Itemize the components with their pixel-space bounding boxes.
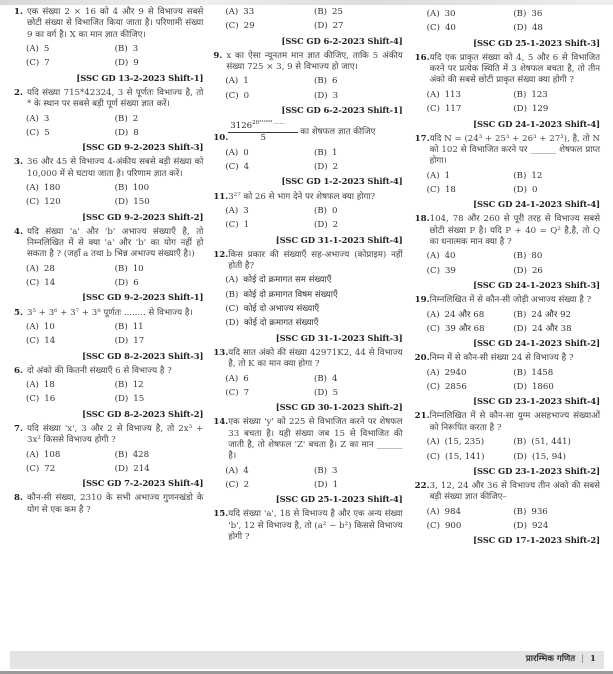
question-number: 7. — [14, 423, 23, 434]
options — [415, 90, 600, 116]
options — [213, 466, 402, 492]
options — [14, 380, 203, 406]
question-number: 21. — [414, 411, 430, 422]
options — [14, 322, 203, 348]
question-text: निम्नलिखित में से कौन-सा युग्म असहभाज्य संख्याओं को निरूपित करता है ? — [429, 411, 600, 433]
question-page — [14, 7, 600, 619]
question-text: यदि संख्या 'a', 18 से विभाज्य है और एक अन्य संख्या 'b', 12 से विभाज्य है, तो (a² − b²) किससे विभाज्य होगी ? — [228, 509, 403, 543]
question-text: 3, 12, 24 और 36 से विभाज्य तीन अंको की सबसे बड़ी संख्या ज्ञात कीजिए– — [429, 480, 600, 503]
option-b: (B) 123 — [513, 89, 548, 100]
question-number: 1. — [14, 7, 23, 17]
options — [213, 7, 402, 33]
option-d: (D) 24 और 38 — [513, 323, 572, 334]
question-7 — [14, 424, 203, 489]
question-number: 15. — [213, 509, 229, 520]
option-a: (A) 1 — [225, 76, 249, 87]
question-number: 10. — [213, 133, 229, 144]
question-number: 8. — [14, 493, 23, 504]
question-text: का शेषफल ज्ञात कीजिए — [300, 126, 376, 137]
numerator-exponent: 20²¹²²²³ ...... — [252, 120, 285, 127]
question-number: 20. — [414, 353, 430, 364]
options — [415, 171, 600, 197]
question-text: यदि एक प्राकृत संख्या को 4, 5 और 6 से विभाजित करने पर प्रत्येक स्थिति में 3 शेषफल बचता है, तो तीन अंको की सबसे छोटी प्राकृत संख्या क्या होगी ? — [429, 52, 600, 86]
option-d: (D) 150 — [114, 197, 150, 208]
footer-separator: | — [581, 654, 585, 665]
option-a: (A) 28 — [26, 263, 55, 274]
options — [415, 437, 600, 463]
option-d: (D) 27 — [313, 21, 344, 32]
option-d: (D) कोई दो क्रमागत संख्याएँ — [225, 318, 319, 329]
option-d: (D) 0 — [513, 184, 538, 195]
column-2 — [213, 7, 402, 619]
option-d: (D) 1860 — [513, 382, 554, 393]
column-3 — [415, 7, 600, 619]
options — [213, 275, 402, 329]
question-12 — [213, 250, 402, 344]
option-b: (B) 100 — [114, 182, 150, 193]
question-16 — [415, 53, 600, 130]
question-text: दो अंको की कितनी संख्याएँ 6 से विभाज्य है ? — [27, 365, 172, 376]
option-b: (B) 10 — [114, 263, 144, 274]
question-19 — [415, 295, 600, 349]
question-text: 3²⁷ को 26 से भाग देने पर शेषफल क्या होगा? — [228, 191, 376, 202]
option-c: (C) 18 — [426, 184, 456, 195]
option-d: (D) 48 — [513, 23, 543, 34]
option-d: (D) 8 — [114, 127, 139, 138]
option-b: (B) 2 — [114, 113, 139, 124]
option-b: (B) 24 और 92 — [513, 309, 571, 320]
question-number: 17. — [414, 133, 430, 144]
option-d: (D) 2 — [313, 220, 339, 231]
question-20 — [415, 353, 600, 407]
page-footer — [10, 651, 604, 669]
option-c: (C) 2 — [225, 480, 250, 491]
option-c: (C) 39 और 68 — [426, 323, 485, 334]
numerator-base: 3126 — [230, 121, 253, 132]
option-a: (A) 4 — [225, 465, 249, 476]
option-d: (D) 924 — [513, 520, 549, 531]
options — [213, 206, 402, 232]
question-21 — [415, 411, 600, 476]
option-b: (B) 0 — [313, 205, 338, 216]
option-b: (B) 36 — [513, 9, 543, 19]
option-a: (A) 0 — [225, 147, 249, 158]
option-c: (C) 7 — [225, 387, 250, 398]
question-text: निम्नलिखित में से कौन-सी जोड़ी अभाज्य संख्या है ? — [429, 295, 592, 306]
option-a: (A) 30 — [426, 9, 456, 19]
question-number: 13. — [213, 347, 229, 358]
option-b: (B) कोई दो क्रमागत विषम संख्याएँ — [225, 289, 338, 300]
column-1 — [14, 7, 203, 619]
options — [14, 114, 203, 140]
option-a: (A) 3 — [26, 113, 50, 124]
option-c: (C) 117 — [426, 104, 462, 115]
option-b: (B) 3 — [114, 44, 139, 55]
option-a: (A) 1 — [426, 170, 451, 181]
options — [213, 76, 402, 102]
question-text: यदि संख्या 'x', 3 और 2 से विभाज्य है, तो 2x³ + 3x² किससे विभाज्य होगी ? — [27, 423, 204, 446]
question-8-options — [213, 7, 402, 47]
exam-source: [SSC GD 23-1-2023 Shift-4] — [473, 396, 600, 407]
option-a: (A) 5 — [26, 44, 50, 55]
option-d: (D) (15, 94) — [513, 451, 566, 462]
option-a: (A) 40 — [426, 251, 456, 262]
question-number: 14. — [213, 417, 229, 428]
option-a: (A) 10 — [26, 321, 55, 332]
exam-source: [SSC GD 25-1-2023 Shift-3] — [473, 37, 600, 48]
question-text: निम्न में से कौन-सी संख्या 24 से विभाज्य है ? — [429, 353, 574, 364]
option-a: (A) 113 — [426, 89, 461, 100]
question-number: 9. — [213, 50, 223, 61]
subject-title: प्रारम्भिक गणित — [525, 654, 576, 665]
option-c: (C) 72 — [26, 463, 56, 474]
question-14 — [213, 417, 402, 505]
option-a: (A) 6 — [225, 373, 249, 384]
option-d: (D) 17 — [114, 336, 145, 347]
option-c: (C) 2856 — [426, 382, 467, 393]
exam-source: [SSC GD 6-2-2023 Shift-1] — [281, 105, 403, 116]
question-number: 11. — [213, 191, 229, 202]
question-6 — [14, 366, 203, 420]
option-c: (C) 40 — [426, 23, 456, 34]
question-22 — [415, 481, 600, 546]
exam-source: [SSC GD 24-1-2023 Shift-4] — [473, 118, 600, 129]
exam-source: [SSC GD 30-1-2023 Shift-2] — [275, 402, 403, 413]
option-b: (B) 428 — [114, 449, 150, 460]
option-b: (B) 12 — [114, 380, 144, 391]
option-d: (D) 2 — [313, 162, 339, 173]
option-b: (B) 936 — [513, 506, 548, 517]
exam-source: [SSC GD 23-1-2023 Shift-2] — [473, 465, 600, 476]
question-text: किस प्रकार की संख्याएँ सह-अभाज्य (कोप्राइम) नहीं होती है? — [228, 249, 403, 272]
option-b: (B) 25 — [313, 7, 343, 17]
question-number: 16. — [414, 52, 430, 63]
option-d: (D) 1 — [313, 480, 339, 491]
option-c: (C) 14 — [26, 336, 56, 347]
exam-source: [SSC GD 31-1-2023 Shift-3] — [275, 332, 403, 343]
question-8 — [14, 493, 203, 516]
option-c: (C) 39 — [426, 265, 456, 276]
question-number: 5. — [14, 307, 23, 318]
question-number: 22. — [414, 480, 430, 491]
option-c: (C) 5 — [26, 127, 50, 138]
page-number: 1 — [590, 654, 596, 665]
option-c: (C) 29 — [225, 21, 255, 32]
options — [415, 368, 600, 394]
option-b: (B) (51, 441) — [513, 437, 571, 448]
exam-source: [SSC GD 24-1-2023 Shift-2] — [473, 338, 600, 349]
options — [415, 310, 600, 336]
question-number: 3. — [14, 157, 23, 168]
option-c: (C) 0 — [225, 90, 250, 101]
question-number: 2. — [14, 87, 23, 98]
options — [14, 264, 203, 290]
question-text: यदि N = (24³ + 25³ + 26³ + 27³), है, तो N को 102 से विभाजित करने पर ______ शेषफल प्राप्त होगा। — [429, 133, 600, 167]
option-a: (A) 24 और 68 — [426, 309, 485, 320]
question-3 — [14, 157, 203, 222]
question-9 — [213, 51, 402, 116]
exam-source: [SSC GD 13-2-2023 Shift-1] — [76, 72, 204, 83]
option-b: (B) 1 — [313, 147, 338, 158]
denominator: 5 — [260, 133, 267, 144]
option-c: (C) 7 — [26, 58, 50, 69]
question-text: यदि संख्या 'a' और 'b' अभाज्य संख्याएँ है, तो निम्नलिखित में से क्या 'a' और 'b' का योग नहीं हो सकता है ? (जहाँ a तथा b भिन्न अभाज्य संख्याएँ है।) — [27, 226, 204, 260]
exam-source: [SSC GD 9-2-2023 Shift-1] — [82, 292, 204, 303]
option-b: (B) 6 — [313, 76, 338, 87]
options — [213, 374, 402, 400]
option-b: (B) 80 — [513, 251, 543, 262]
option-a: (A) (15, 235) — [426, 437, 485, 448]
question-15-options — [415, 9, 600, 49]
exam-source: [SSC GD 9-2-2023 Shift-3] — [82, 142, 204, 153]
option-d: (D) 3 — [313, 90, 339, 101]
question-18 — [415, 214, 600, 291]
option-b: (B) 3 — [313, 465, 338, 476]
option-c: (C) (15, 141) — [426, 451, 485, 462]
exam-source: [SSC GD 1-2-2023 Shift-4] — [281, 176, 403, 187]
options — [14, 450, 203, 476]
exam-source: [SSC GD 6-2-2023 Shift-4] — [281, 35, 403, 46]
question-text: एक संख्या 'y' को 225 से विभाजित करने पर शेषफल 33 बचता है। यही संख्या जब 15 से विभाजित की जाती है, तो शेषफल 'Z' बचता है। Z का मान ______ है। — [228, 417, 403, 462]
options — [14, 44, 203, 70]
option-a: (A) 984 — [426, 506, 461, 517]
options — [415, 251, 600, 277]
question-number: 4. — [14, 226, 23, 237]
question-4 — [14, 227, 203, 304]
option-c: (C) 4 — [225, 162, 250, 173]
question-17 — [415, 134, 600, 211]
option-d: (D) 5 — [313, 387, 339, 398]
option-c: (C) 14 — [26, 278, 56, 289]
exam-source: [SSC GD 8-2-2023 Shift-2] — [82, 408, 204, 419]
question-11 — [213, 192, 402, 246]
question-text: कौन-सी संख्या, 2310 के सभी अभाज्य गुणनखंडो के योग से एक कम है ? — [27, 493, 204, 515]
option-d: (D) 129 — [513, 104, 549, 115]
option-d: (D) 15 — [114, 394, 145, 405]
exam-source: [SSC GD 8-2-2023 Shift-3] — [82, 350, 204, 361]
option-a: (A) 108 — [26, 449, 61, 460]
exam-source: [SSC GD 17-1-2023 Shift-2] — [473, 535, 600, 546]
exam-source: [SSC GD 7-2-2023 Shift-4] — [82, 478, 204, 489]
question-number: 6. — [14, 365, 23, 376]
exam-source: [SSC GD 9-2-2023 Shift-2] — [82, 211, 204, 222]
question-number: 19. — [414, 295, 430, 306]
scan-top-edge — [0, 0, 613, 5]
option-c: (C) 1 — [225, 220, 250, 231]
option-b: (B) 1458 — [513, 367, 554, 378]
question-text: यदि सात अंको की संख्या 42971K2, 44 से विभाज्य है, तो K का मान क्या होगा ? — [228, 347, 403, 370]
fraction-expression — [228, 120, 298, 145]
question-number: 12. — [213, 249, 229, 260]
options — [14, 183, 203, 209]
exam-source: [SSC GD 25-1-2023 Shift-4] — [275, 494, 403, 505]
option-c: (C) 120 — [26, 197, 61, 208]
options — [415, 9, 600, 35]
options — [213, 148, 402, 174]
option-d: (D) 26 — [513, 265, 543, 276]
option-b: (B) 12 — [513, 170, 543, 181]
exam-source: [SSC GD 24-1-2023 Shift-3] — [473, 280, 600, 291]
question-number: 18. — [414, 214, 430, 225]
option-a: (A) 180 — [26, 182, 61, 193]
question-13 — [213, 348, 402, 413]
question-5 — [14, 308, 203, 362]
option-c: (C) 900 — [426, 520, 462, 531]
exam-source: [SSC GD 24-1-2023 Shift-4] — [473, 199, 600, 210]
question-text: एक संख्या 2 × 16 को 4 और 9 से विभाज्य सबसे छोटी संख्या से विभाजित किया जाता है। परिणामी संख्या 9 का वर्ग है। X का मान ज्ञात कीजिए। — [27, 7, 204, 40]
options — [415, 507, 600, 533]
option-b: (B) 11 — [114, 321, 144, 332]
question-text: यदि संख्या 715*42324, 3 से पूर्णतः विभाज्य है, तो * के स्थान पर सबसे बड़ी पूर्ण संख्या ज्ञात करें। — [27, 87, 204, 110]
question-text: 36 और 45 से विभाज्य 4-अंकीय सबसे बड़ी संख्या को 10,000 में से घटाया जाता है। परिणाम ज्ञात करें। — [27, 157, 204, 179]
question-text: 3⁵ + 3⁶ + 3⁷ + 3⁸ पूर्णतः ........ से विभाज्य है। — [27, 307, 193, 318]
question-text: x का ऐसा न्यूनतम मान ज्ञात कीजिए, ताकि 5 अंकीय संख्या 725 × 3, 9 से विभाज्य हो जाए। — [226, 50, 403, 73]
option-a: (A) 18 — [26, 380, 55, 391]
question-10 — [213, 120, 402, 187]
option-c: (C) 16 — [26, 394, 56, 405]
option-b: (B) 4 — [313, 373, 338, 384]
question-2 — [14, 88, 203, 153]
option-d: (D) 6 — [114, 278, 139, 289]
exam-source: [SSC GD 31-1-2023 Shift-4] — [275, 234, 403, 245]
option-d: (D) 214 — [114, 463, 150, 474]
option-a: (A) 33 — [225, 7, 255, 17]
option-d: (D) 9 — [114, 58, 139, 69]
option-a: (A) कोई दो क्रमागत सम संख्याएँ — [225, 275, 332, 286]
question-1 — [14, 7, 203, 84]
question-15 — [213, 509, 402, 543]
question-text: 104, 78 और 260 से पूरी तरह से विभाज्य सबसे छोटी संख्या P है। यदि P + 40 = Q² है,है, तो Q का धनात्मक मान क्या है ? — [429, 214, 600, 248]
option-c: (C) कोई दो अभाज्य संख्याएँ — [225, 304, 320, 315]
option-a: (A) 2940 — [426, 367, 467, 378]
option-a: (A) 3 — [225, 205, 249, 216]
